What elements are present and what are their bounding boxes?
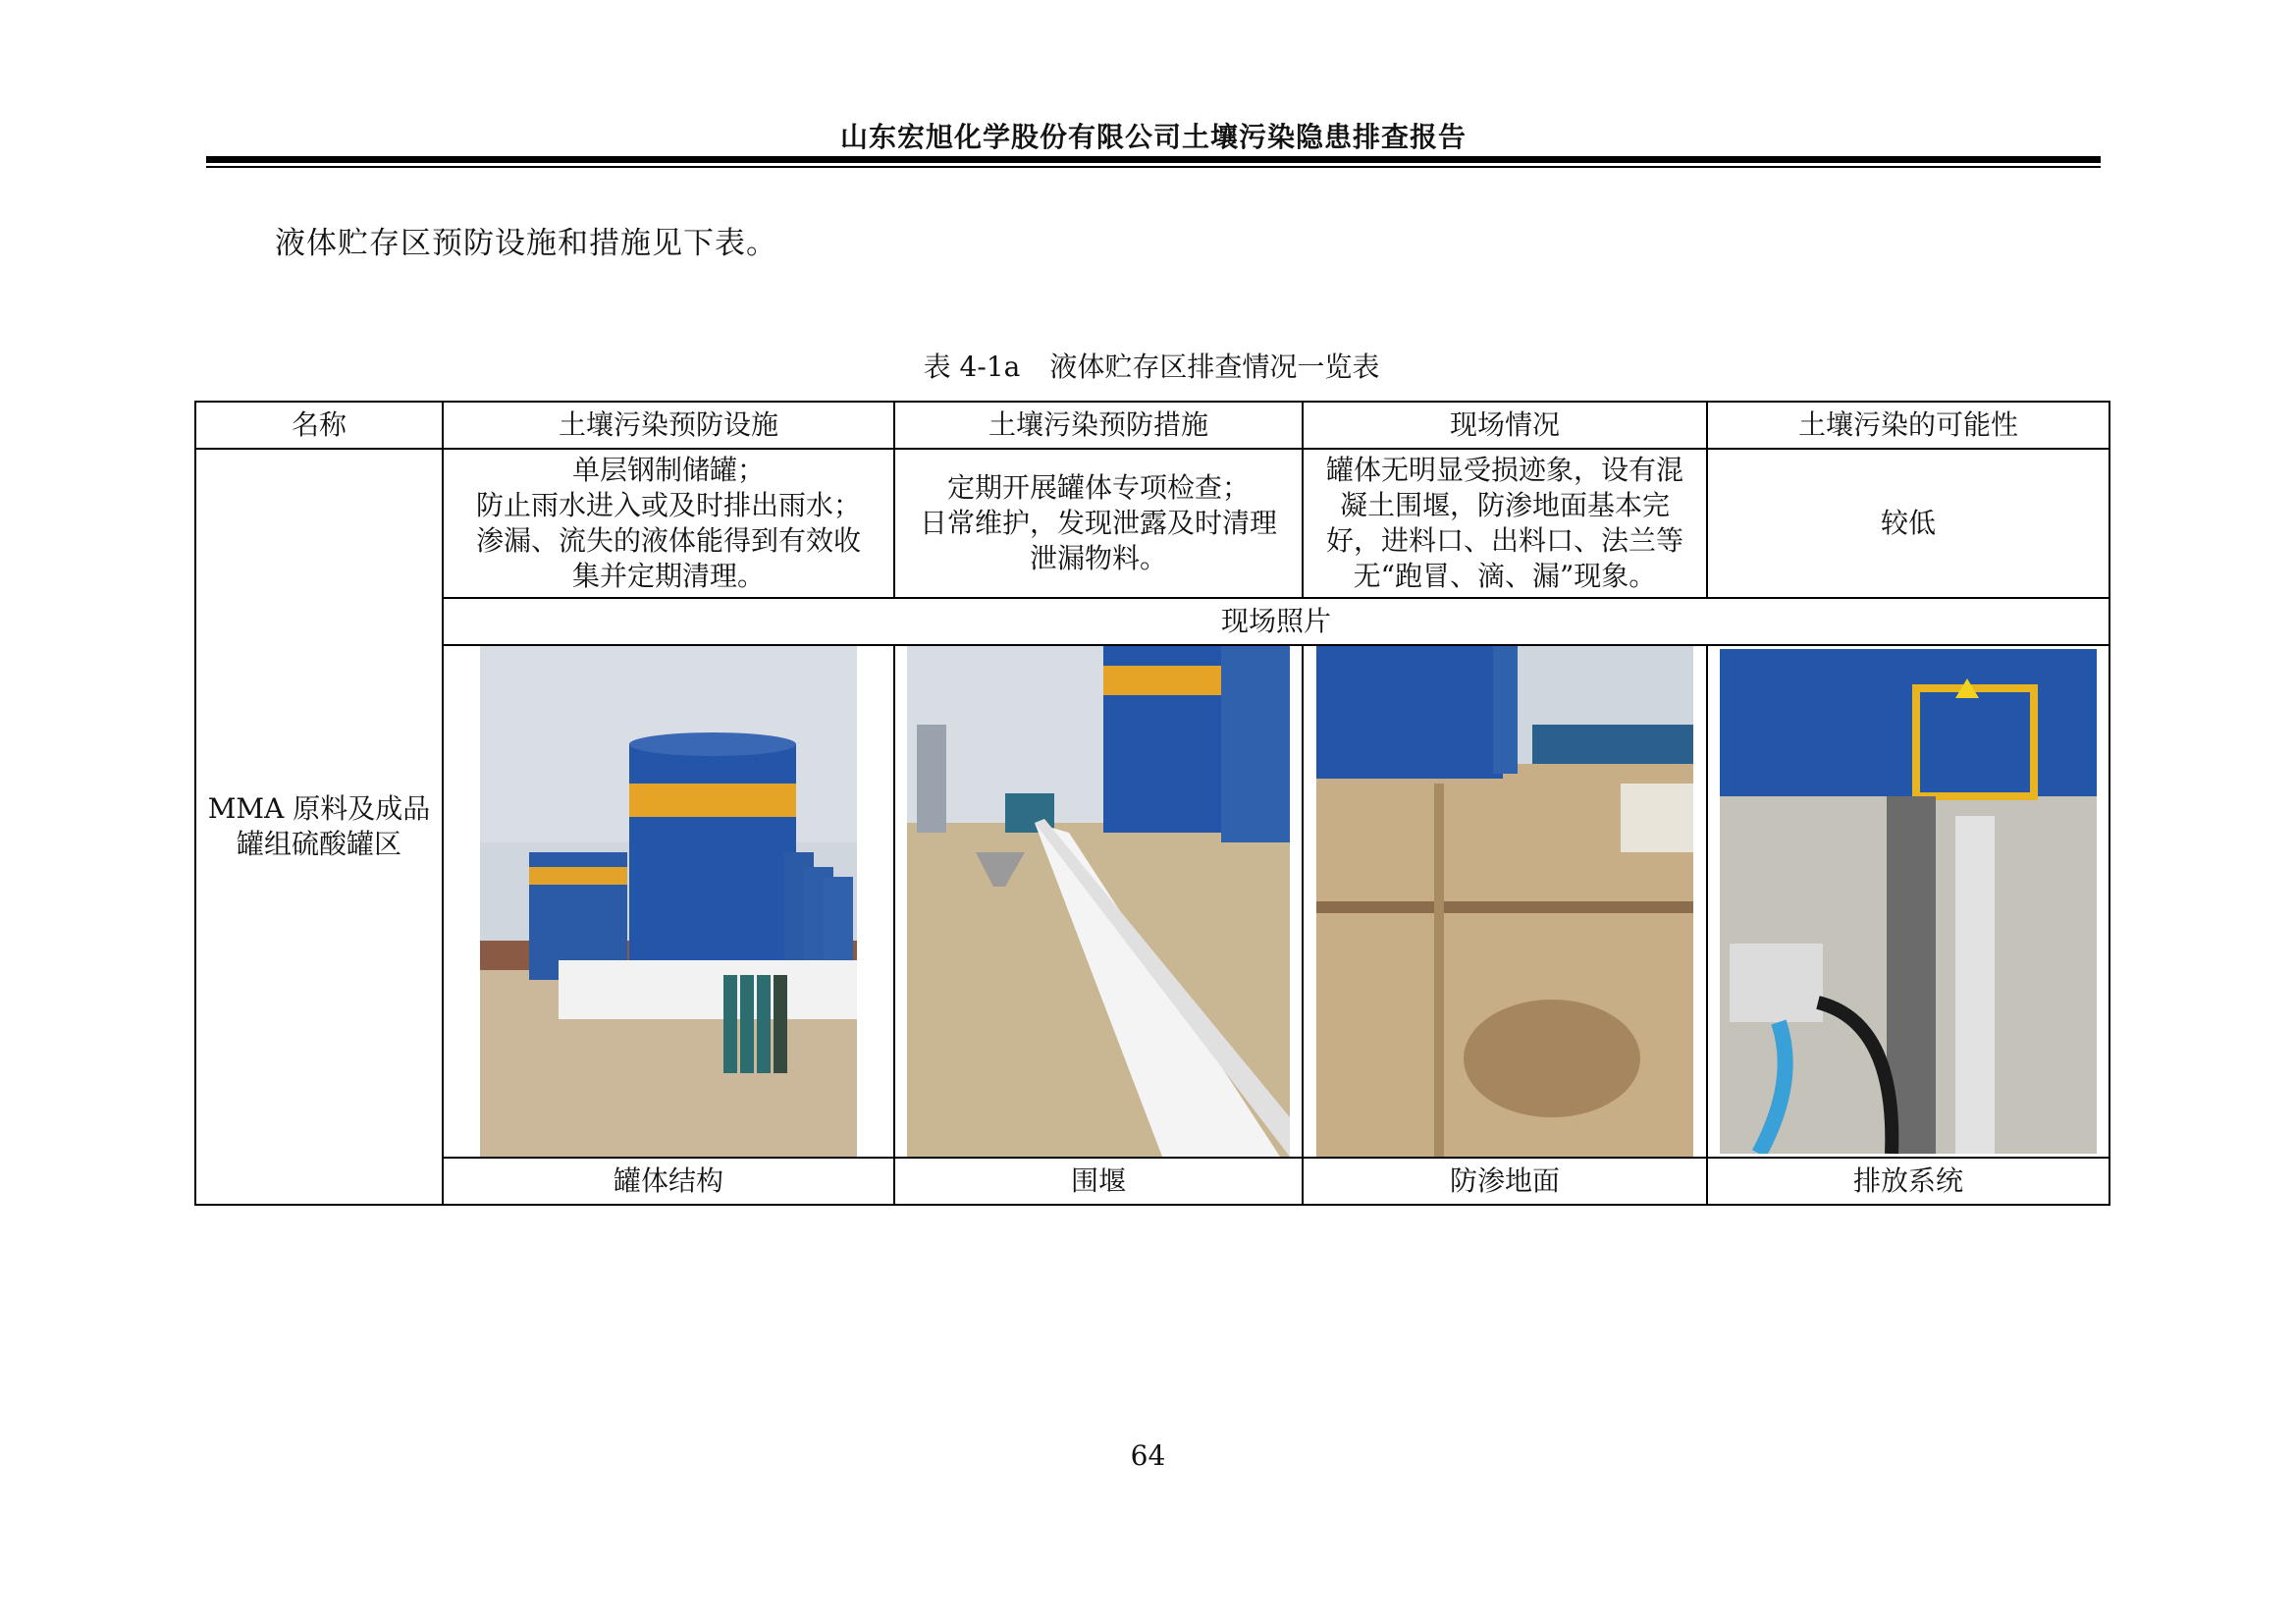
photo-caption-row <box>195 1158 2109 1205</box>
table-row <box>195 449 2109 598</box>
page-number: 64 <box>1130 1439 1166 1472</box>
site-line: 好，进料口、出料口、法兰等 <box>1325 524 1683 557</box>
header-measures: 土壤污染预防措施 <box>894 402 1303 449</box>
site-line: 无“跑冒、滴、漏”现象。 <box>1353 560 1657 592</box>
measures-line: 定期开展罐体专项检查； <box>946 471 1250 504</box>
facilities-cell <box>443 449 894 598</box>
photo-cell-tank-structure <box>443 645 894 1158</box>
facilities-line: 集并定期清理。 <box>571 560 765 592</box>
area-name-line: MMA 原料及成品 <box>207 792 431 825</box>
header-possibility: 土壤污染的可能性 <box>1707 402 2109 449</box>
header-rule-thick <box>206 156 2101 163</box>
photo-cell-seepage-floor <box>1303 645 1707 1158</box>
measures-line: 日常维护，发现泄露及时清理 <box>919 507 1277 539</box>
measures-cell <box>894 449 1303 598</box>
photo-section-label: 现场照片 <box>443 598 2109 645</box>
site-cell <box>1303 449 1707 598</box>
photo-cell-drainage <box>1707 645 2109 1158</box>
facilities-line: 渗漏、流失的液体能得到有效收 <box>475 524 861 557</box>
photo-caption-drainage: 排放系统 <box>1707 1158 2109 1205</box>
table-header-row <box>195 402 2109 449</box>
table-caption-number: 表 4-1a <box>923 351 1021 383</box>
header-facilities: 土壤污染预防设施 <box>443 402 894 449</box>
inspection-table <box>194 401 2110 1206</box>
site-line: 罐体无明显受损迹象，设有混 <box>1325 454 1683 486</box>
photo-seepage-floor <box>1316 646 1693 1157</box>
report-header-title: 山东宏旭化学股份有限公司土壤污染隐患排查报告 <box>839 121 1467 153</box>
possibility-cell: 较低 <box>1707 449 2109 598</box>
area-name-line: 罐组硫酸罐区 <box>236 828 401 860</box>
table-caption <box>194 346 2109 385</box>
photo-tank-structure <box>480 646 857 1157</box>
measures-line: 泄漏物料。 <box>1029 542 1167 574</box>
header-name: 名称 <box>195 402 443 449</box>
photo-drainage <box>1720 649 2097 1154</box>
photo-section-row <box>195 598 2109 645</box>
photo-caption-tank-structure: 罐体结构 <box>443 1158 894 1205</box>
area-name-cell <box>195 449 443 1205</box>
photo-bund <box>907 646 1290 1157</box>
photo-row <box>195 645 2109 1158</box>
photo-cell-bund <box>894 645 1303 1158</box>
table-caption-title: 液体贮存区排查情况一览表 <box>1049 351 1380 383</box>
photo-caption-bund: 围堰 <box>894 1158 1303 1205</box>
intro-paragraph: 液体贮存区预防设施和措施见下表。 <box>275 226 777 261</box>
photo-caption-seepage-floor: 防渗地面 <box>1303 1158 1707 1205</box>
header-rule-thin <box>206 166 2101 168</box>
site-line: 凝土围堰，防渗地面基本完 <box>1339 489 1670 521</box>
facilities-line: 单层钢制储罐； <box>571 454 765 486</box>
header-site: 现场情况 <box>1303 402 1707 449</box>
facilities-line: 防止雨水进入或及时排出雨水； <box>475 489 861 521</box>
